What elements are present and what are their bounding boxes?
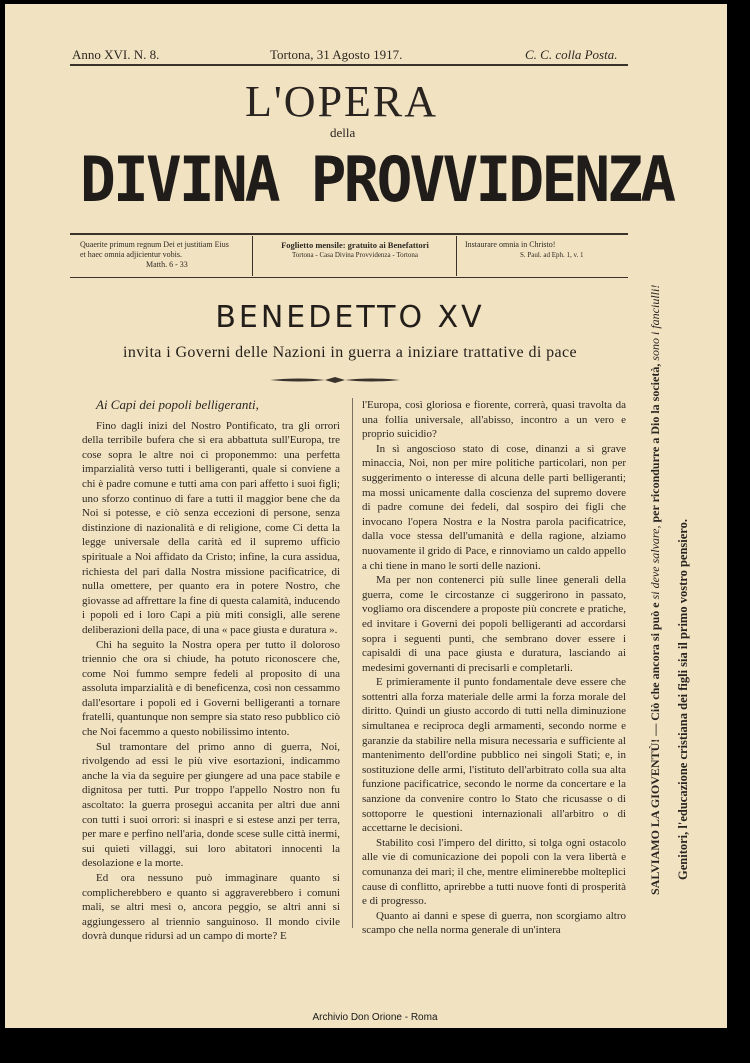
title-della: della [330,125,356,140]
article-paragraph: Sul tramontare del primo anno di guerra, Noi, rivolgendo ad essi le più vive esortazioni, indicammo anche la via da seguire per giungere ad una pace stabile e dignitosa per tutti. Pur troppo l'appello Nostro non fu ascoltato: la guerra proseguì accanita per altri due anni con tutti i suoi orrori: si inasprì e si estese anzi per terra, per mare e perfino nell'aria, donde scese sulle città inermi, sui quieti villaggi, sui loro abitatori innocenti la desolazione e la morte. [82,740,340,870]
headline: BENEDETTO XV [215,300,485,335]
motto-center [260,240,450,260]
motto-center-line2: Tortona - Casa Divina Provvidenza - Tortona [291,251,419,259]
article-column-right [362,398,626,938]
title-line2: DIVINA PROVVIDENZA [80,143,674,216]
postal-note: C. C. colla Posta. [525,47,618,62]
sidebar-line1 [648,285,663,895]
article-salutation: Ai Capi dei popoli belligeranti, [96,397,259,412]
article-paragraph: Stabilito così l'impero del diritto, si tolga ogni ostacolo alle vie di comunicazione dei popoli con la vera libertà e comunanza dei mari; il che, mentre eliminerebbe molteplici cause di conflitto, aprirebbe a tutti nuove fonti di prosperità e di progresso. [362,836,626,908]
box-divider-1 [252,236,253,276]
sidebar-line1-bold: SALVIAMO LA GIOVENTÙ! — Ciò che ancora si può e [648,602,662,895]
box-divider-2 [456,236,457,276]
sidebar-line1-italic: si deve salvare, [648,525,662,600]
subheadline: invita i Governi delle Nazioni in guerra a iniziare trattative di pace [122,344,578,361]
sidebar-line1-end: sono i fanciulli! [648,284,662,361]
column-divider [352,398,353,928]
article-paragraph: Quanto ai danni e spese di guerra, non scorgiamo altro scampo che nella norma generale di un'intera [362,909,626,937]
motto-right [465,240,625,260]
article-column-left [82,398,340,944]
article-paragraph: In sì angoscioso stato di cose, dinanzi a sì grave minaccia, Noi, non per mire politiche particolari, non per suggerimento o interesse di alcuna delle parti belligeranti; ma mossi unicamente dalla coscienza del supremo dovere di padre comune dei fedeli, dal sospiro dei figli che invocano l'opera Nostra e la Nostra parola pacificatrice, dalla voce stessa dell'umanità e della ragione, alziamo nuovamente il grido di Pace, e rinnoviamo un caldo appello a chi tiene in mano le sorti delle nazioni. [362,442,626,572]
motto-left-ref: Matth. 6 - 33 [146,260,188,269]
issue-date: Tortona, 31 Agosto 1917. [270,47,403,62]
motto-center-line1: Foglietto mensile: gratuito ai Benefattori [281,240,429,250]
title-line1: L'OPERA [245,77,439,126]
title-rule-top [70,233,628,235]
article-paragraph: E primieramente il punto fondamentale deve essere che sottentri alla forza materiale delle armi la forza morale del diritto. Quindi un giusto accordo di tutti nella diminuzione simultanea e reciproca degli armamenti, secondo norme e garanzie da stabilire nella misura necessaria e sufficiente al mantenimento dell'ordine pubblico nei singoli Stati; e, in sostituzione delle armi, l'istituto dell'arbitrato colla sua alta funzione pacificatrice, secondo le norme da concertare e la sanzione da convenire contro lo Stato che ricusasse o di sottoporre le questioni internazionali all'arbitro o di accettarne le decisioni. [362,676,626,835]
motto-right-line1: Instaurare omnia in Christo! [465,240,556,249]
motto-left [80,240,250,270]
issue-number: Anno XVI. N. 8. [72,47,160,62]
article-paragraph: Fino dagli inizi del Nostro Pontificato, tra gli orrori della terribile bufera che si era abbattuta sull'Europa, tre cose sopra le altre noi ci proponemmo: una perfetta imparzialità verso tutti i belligeranti, quale si conviene a chi è padre comune e tutti ama con pari affetto i suoi figli; uno sforzo continuo di fare a tutti il maggior bene che da Noi si potesse, e ciò senza eccezioni di persone, senza distinzione di nazionalità e di religione, come Ci detta la legge universale della carità ed il supremo ufficio spirituale a Noi affidato da Cristo; infine, la cura assidua, richiesta del pari dalla Nostra missione pacificatrice, di nulla omettere, per quanto era in potere Nostro, che giovasse ad affrettare la fine di questa calamità, inducendo i popoli ed i loro Capi a più miti consigli, alle serene deliberazioni della pace, di una « pace giusta e duratura ». [82,419,340,636]
ornament-divider [270,376,400,384]
sidebar-line2: Genitori, l'educazione cristiana dei figli sia il primo vostro pensiero. [676,519,690,880]
motto-left-line1: Quaerite primum regnum Dei et justitiam Eius [80,240,229,249]
motto-left-line2: et haec omnia adjicientur vobis. [80,250,182,259]
archive-footer: Archivio Don Orione - Roma [312,1012,438,1023]
article-paragraph: l'Europa, così gloriosa e fiorente, correrà, quasi travolta da una follia universale, all'abisso, incontro a un vero e proprio suicidio? [362,399,626,441]
article-paragraph: Chi ha seguito la Nostra opera per tutto il doloroso triennio che ora si chiude, ha potuto riconoscere che, come Noi fummo sempre fedeli al proposito di una assoluta imparzialità e di beneficenza, così non cessammo dall'esortare i popoli ed i Governi belligeranti a tornare fratelli, quantunque non sempre sia stato reso pubblico ciò che Noi facemmo a questo nobilissimo intento. [82,638,340,739]
motto-right-ref: S. Paul. ad Eph. 1, v. 1 [520,251,584,259]
article-paragraph: Ma per non contenerci più sulle linee generali della guerra, come le circostanze ci suggerirono in passato, vogliamo ora discendere a proposte più concrete e pratiche, ed invitare i Governi dei popoli belligeranti ad accordarsi sopra i seguenti punti, che sembrano dover essere i capisaldi di una pace giusta e duratura, lasciando ai medesimi governanti di precisarli e completarli. [362,574,626,674]
sidebar-line1-rest: per ricondurre a Dio la società, [648,363,662,523]
header-rule [70,64,628,66]
article-paragraph: Ed ora nessuno può immaginare quanto si complicherebbero e quanto si aggraverebbero i comuni mali, se altri mesi o, ancora peggio, se altri anni si aggiungessero al triennio sanguinoso. Il mondo civile dovrà dunque ridursi ad un campo di morte? E [82,872,340,943]
title-rule-bottom [70,277,628,278]
